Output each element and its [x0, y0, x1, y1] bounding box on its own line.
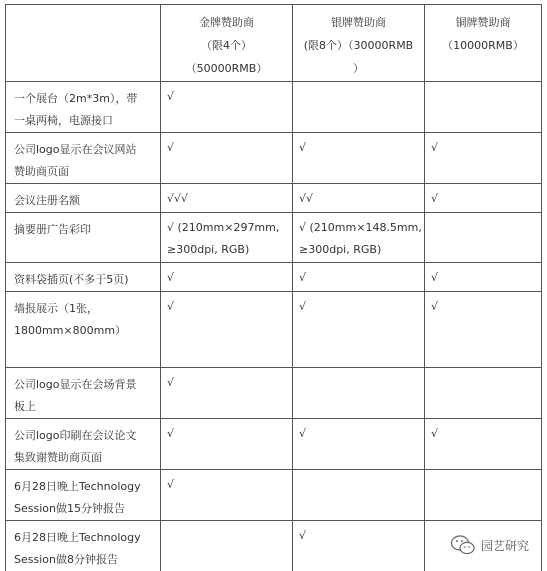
benefit-label-cell: [6, 470, 161, 521]
benefit-label-line: 1800mm×800mm）: [14, 324, 127, 337]
check-mark: √ (210mm×148.5mm,: [299, 221, 422, 234]
header-silver-sponsor: [293, 5, 425, 82]
check-mark: √√: [299, 192, 314, 205]
watermark: [450, 532, 529, 558]
table-header-row: [6, 5, 542, 82]
benefit-label-line: 资料袋插页(不多于5页): [14, 273, 129, 286]
cell-bronze: [425, 419, 542, 470]
header-text-line: 铜牌赞助商: [455, 16, 511, 29]
benefit-label-line: 板上: [14, 400, 36, 413]
table-row: [6, 184, 542, 213]
table-row: [6, 292, 542, 368]
check-mark: √: [431, 271, 439, 284]
check-mark: √: [167, 376, 175, 389]
benefit-label-line: 6月28日晚上Technology: [14, 531, 141, 544]
table-row: [6, 419, 542, 470]
benefit-label-cell: [6, 184, 161, 213]
cell-gold: [161, 368, 293, 419]
cell-silver: [293, 184, 425, 213]
benefit-label-cell: [6, 521, 161, 571]
table-row: [6, 82, 542, 133]
benefit-label-line: 墙报展示（1张，: [14, 302, 98, 315]
benefit-label-cell: [6, 292, 161, 368]
cell-gold: [161, 419, 293, 470]
benefit-label-line: Session做8分钟报告: [14, 553, 118, 566]
header-gold-sponsor: [161, 5, 293, 82]
cell-silver: [293, 82, 425, 133]
cell-gold: [161, 184, 293, 213]
check-mark: √: [167, 427, 175, 440]
cell-silver: [293, 521, 425, 571]
cell-silver: [293, 133, 425, 184]
table-row: [6, 133, 542, 184]
check-mark: √: [299, 427, 307, 440]
check-mark: √: [431, 192, 439, 205]
cell-gold: [161, 470, 293, 521]
cell-gold: [161, 521, 293, 571]
table-row: [6, 263, 542, 292]
benefit-label-line: 6月28日晚上Technology: [14, 480, 141, 493]
sponsorship-table: [5, 4, 542, 571]
benefit-label-line: 一个展台（2m*3m），带: [14, 92, 138, 105]
check-mark: √: [299, 529, 307, 542]
cell-bronze: [425, 82, 542, 133]
cell-bronze: [425, 470, 542, 521]
benefit-label-line: 公司logo印刷在会议论文: [14, 429, 137, 442]
benefit-label-line: 集致谢赞助商页面: [14, 451, 102, 464]
benefit-label-line: 一桌两椅，电源接口: [14, 114, 113, 127]
benefit-label-cell: [6, 133, 161, 184]
cell-silver: [293, 292, 425, 368]
check-mark: √ (210mm×297mm,: [167, 221, 280, 234]
cell-silver: [293, 263, 425, 292]
check-mark: √: [167, 478, 175, 491]
check-mark: √: [431, 427, 439, 440]
table-row: [6, 368, 542, 419]
cell-silver: [293, 368, 425, 419]
benefit-label-cell: [6, 368, 161, 419]
header-text-line: ）: [353, 62, 364, 75]
cell-gold: [161, 82, 293, 133]
check-mark: √: [167, 141, 175, 154]
header-corner-cell: [6, 5, 161, 82]
table-row: [6, 470, 542, 521]
check-mark: √: [431, 300, 439, 313]
table-row: [6, 213, 542, 263]
benefit-label-cell: [6, 419, 161, 470]
cell-gold: [161, 133, 293, 184]
benefit-label-cell: [6, 263, 161, 292]
header-text-line: 银牌赞助商: [331, 16, 386, 29]
cell-bronze: [425, 213, 542, 263]
header-text-line: （限4个）: [201, 39, 252, 52]
wechat-icon: [450, 534, 476, 556]
header-text-line: （50000RMB）: [185, 62, 268, 75]
benefit-label-line: 公司logo显示在会议网站: [14, 143, 137, 156]
cell-bronze: [425, 292, 542, 368]
benefit-label-cell: [6, 82, 161, 133]
benefit-label-line: 摘要册广告彩印: [14, 223, 91, 236]
header-text-line: （10000RMB）: [442, 39, 524, 52]
header-text-line: (限8个）（30000RMB: [303, 39, 414, 52]
header-text-line: 金牌赞助商: [199, 16, 254, 29]
benefit-label-cell: [6, 213, 161, 263]
benefit-label-line: 会议注册名额: [14, 194, 80, 207]
cell-bronze: [425, 368, 542, 419]
cell-bronze: [425, 263, 542, 292]
cell-bronze: [425, 184, 542, 213]
check-mark: ≥300dpi, RGB): [299, 243, 382, 256]
cell-silver: [293, 213, 425, 263]
cell-bronze: [425, 133, 542, 184]
benefit-label-line: Session做15分钟报告: [14, 502, 125, 515]
check-mark: √: [167, 300, 175, 313]
check-mark: √: [431, 141, 439, 154]
check-mark: ≥300dpi, RGB): [167, 243, 250, 256]
cell-gold: [161, 263, 293, 292]
check-mark: √√√: [167, 192, 189, 205]
check-mark: √: [299, 271, 307, 284]
benefit-label-line: 赞助商页面: [14, 165, 69, 178]
check-mark: √: [167, 271, 175, 284]
cell-gold: [161, 292, 293, 368]
cell-silver: [293, 419, 425, 470]
check-mark: √: [167, 90, 175, 103]
benefit-label-line: 公司logo显示在会场背景: [14, 378, 137, 391]
check-mark: √: [299, 141, 307, 154]
watermark-text: 园艺研究: [481, 538, 530, 553]
header-bronze-sponsor: [425, 5, 542, 82]
check-mark: √: [299, 300, 307, 313]
cell-gold: [161, 213, 293, 263]
cell-silver: [293, 470, 425, 521]
